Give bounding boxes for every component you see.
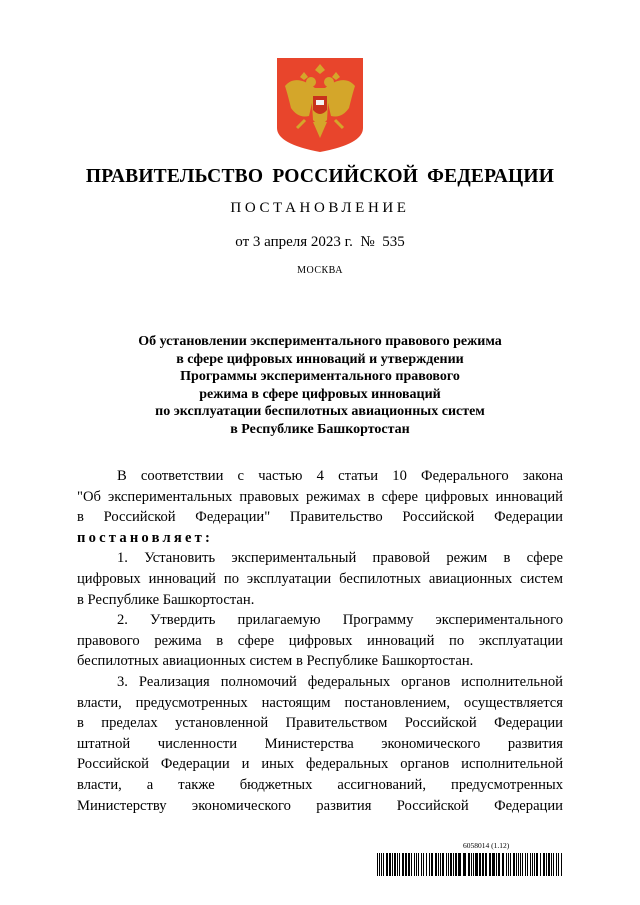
barcode-bar <box>548 853 550 876</box>
barcode-bar <box>389 853 391 876</box>
barcode-bar <box>556 853 557 876</box>
barcode-bar <box>381 853 382 876</box>
barcode-bar <box>414 853 415 876</box>
barcode-bar <box>418 853 419 876</box>
barcode-bar <box>543 853 545 876</box>
barcode-bar <box>408 853 410 876</box>
barcode-bar <box>416 853 417 876</box>
barcode-bar <box>392 853 393 876</box>
form-code: 6058014 (1.12) <box>463 841 510 850</box>
barcode-bar <box>426 853 427 876</box>
barcode-bar <box>411 853 412 876</box>
government-title: ПРАВИТЕЛЬСТВО РОССИЙСКОЙ ФЕДЕРАЦИИ <box>85 166 555 187</box>
body-line: Министерству экономического развития Российской Федерации <box>77 797 563 814</box>
body-line: 3. Реализация полномочий федеральных органов исполнительной <box>117 673 563 690</box>
barcode-bar <box>386 853 388 876</box>
barcode-icon <box>377 853 563 876</box>
barcode-bar <box>402 853 404 876</box>
barcode-bar <box>492 853 495 876</box>
body-line: правового режима в сфере цифровых инноваций по эксплуатации <box>77 632 563 649</box>
barcode-bar <box>442 853 444 876</box>
body-line: в Республике Башкортостан. <box>77 591 255 608</box>
barcode-bar <box>513 853 515 876</box>
barcode-bar <box>405 853 407 876</box>
barcode-bar <box>485 853 487 876</box>
barcode-bar <box>421 853 422 876</box>
heading-line: в Республике Башкортостан <box>230 421 410 437</box>
barcode-bar <box>508 853 509 876</box>
barcode-bar <box>450 853 452 876</box>
barcode-bar <box>527 853 528 876</box>
coat-of-arms-icon <box>277 58 363 152</box>
body-line: В соответствии с частью 4 статьи 10 Федерального закона <box>117 468 563 484</box>
body-line: власти, а также бюджетных ассигнований, предусмотренных <box>77 776 563 793</box>
barcode-bar <box>475 853 478 876</box>
decree-word: постановляет: <box>77 529 214 546</box>
body-line: в Российской Федерации" Правительство Российской Федерации <box>77 509 563 526</box>
barcode-bar <box>536 853 538 876</box>
barcode-bar <box>435 853 437 876</box>
body-line: 1. Установить экспериментальный правовой режим в сфере <box>117 550 563 567</box>
barcode-bar <box>479 853 481 876</box>
heading-line: Об установлении экспериментального правового режима <box>138 334 502 349</box>
barcode-bar <box>520 853 521 876</box>
barcode-bar <box>534 853 535 876</box>
barcode-bar <box>463 853 466 876</box>
barcode-bar <box>558 853 559 876</box>
body-line: "Об экспериментальных правовых режимах в сфере цифровых инноваций <box>77 488 563 505</box>
document-city: МОСКВА <box>297 265 343 276</box>
body-line: в пределах установленной Правительством Российской Федерации <box>77 715 563 732</box>
barcode-bar <box>506 853 507 876</box>
body-line: Российской Федерации и иных федеральных органов исполнительной <box>77 756 563 773</box>
barcode-bar <box>525 853 526 876</box>
barcode-bar <box>455 853 457 876</box>
barcode-bar <box>423 853 424 876</box>
body-line: штатной численности Министерства экономического развития <box>77 735 563 752</box>
heading-line: по эксплуатации беспилотных авиационных систем <box>155 404 485 419</box>
barcode-bar <box>448 853 449 876</box>
barcode-bar <box>489 853 491 876</box>
heading-line: Программы экспериментального правового <box>180 369 460 384</box>
barcode-bar <box>530 853 531 876</box>
barcode-bar <box>453 853 454 876</box>
barcode-bar <box>468 853 470 876</box>
document-date-number: от 3 апреля 2023 г. № 535 <box>235 234 405 250</box>
body-line: беспилотных авиационных систем в Республике Башкортостан. <box>77 653 474 670</box>
body-line: цифровых инноваций по эксплуатации беспилотных авиационных систем <box>77 570 563 587</box>
barcode-bar <box>397 853 398 876</box>
barcode-bar <box>522 853 523 876</box>
document-type: ПОСТАНОВЛЕНИЕ <box>230 200 410 216</box>
barcode-bar <box>473 853 474 876</box>
barcode-bar <box>471 853 472 876</box>
barcode-bar <box>516 853 517 876</box>
barcode-bar <box>540 853 541 876</box>
barcode-bar <box>394 853 396 876</box>
barcode-bar <box>510 853 511 876</box>
barcode-bar <box>431 853 433 876</box>
barcode-bar <box>377 853 378 876</box>
barcode-bar <box>532 853 533 876</box>
barcode-bar <box>440 853 441 876</box>
barcode-bar <box>438 853 439 876</box>
barcode-bar <box>502 853 504 876</box>
document-body <box>77 467 563 817</box>
heading-line: режима в сфере цифровых инноваций <box>199 386 441 402</box>
barcode-bar <box>429 853 430 876</box>
barcode-bar <box>446 853 447 876</box>
barcode-bar <box>496 853 497 876</box>
barcode-bar <box>518 853 519 876</box>
barcode-bar <box>399 853 400 876</box>
barcode-bar <box>561 853 562 876</box>
barcode-bar <box>383 853 384 876</box>
document-heading <box>80 333 560 438</box>
barcode-bar <box>498 853 500 876</box>
barcode-bar <box>546 853 547 876</box>
barcode-bar <box>379 853 380 876</box>
body-line: 2. Утвердить прилагаемую Программу экспериментального <box>117 612 563 629</box>
barcode-bar <box>553 853 554 876</box>
barcode-bar <box>551 853 552 876</box>
heading-line: в сфере цифровых инноваций и утверждении <box>176 351 464 367</box>
barcode-bar <box>458 853 461 876</box>
barcode-bar <box>482 853 484 876</box>
body-line: власти, предусмотренных настоящим постановлением, осуществляется <box>77 694 563 711</box>
